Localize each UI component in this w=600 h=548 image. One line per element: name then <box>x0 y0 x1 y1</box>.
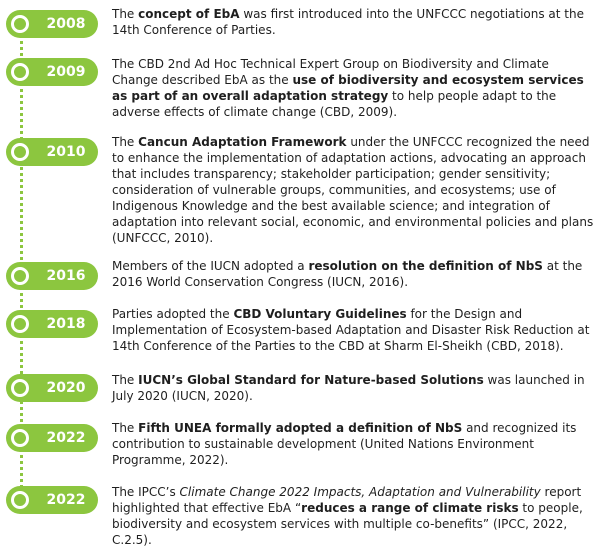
year-label: 2022 <box>46 430 86 446</box>
text-segment-bold: resolution on the definition of NbS <box>308 259 543 273</box>
text-segment: The <box>112 421 139 435</box>
text-segment: at the 2016 World Conservation Congress (IUCN, 2016). <box>112 259 583 289</box>
timeline-node-icon <box>11 491 29 509</box>
timeline-node-icon <box>11 15 29 33</box>
year-pill <box>6 374 98 402</box>
text-segment: Parties adopted the <box>112 307 234 321</box>
year-label: 2022 <box>46 492 86 508</box>
entry-description <box>112 134 596 246</box>
text-segment: Members of the IUCN adopted a <box>112 259 309 273</box>
text-segment: under the UNFCCC recognized the need to enhance the implementation of adaptation actions, advocating an approach that includes transparency; stakeholder participation; gender sensitivity; consideration of vulnerable groups, communities, and ecosystems; use of Indigenous Knowledge and the best available science; and integration of adaptation into relevant social, economic, and environmental policies and plans (UNFCCC, 2010). <box>112 135 594 245</box>
text-segment: and recognized its contribution to sustainable development (United Nations Environment Programme, 2022). <box>112 421 577 467</box>
year-label: 2009 <box>46 64 86 80</box>
timeline-node-icon <box>11 429 29 447</box>
year-pill <box>6 58 98 86</box>
text-segment: for the Design and Implementation of Ecosystem-based Adaptation and Disaster Risk Reduction at 14th Conference of the Parties to the CBD at Sharm El-Sheikh (CBD, 2018). <box>112 307 590 353</box>
year-pill <box>6 138 98 166</box>
year-pill <box>6 10 98 38</box>
year-pill <box>6 262 98 290</box>
text-segment-bold: Cancun Adaptation Framework <box>138 135 347 149</box>
timeline-node-icon <box>11 63 29 81</box>
year-label: 2016 <box>46 268 86 284</box>
text-segment: The <box>112 135 139 149</box>
entry-description <box>112 372 596 404</box>
text-segment-bold: concept of EbA <box>138 7 240 21</box>
text-segment: was first introduced into the UNFCCC negotiations at the 14th Conference of Parties. <box>112 7 584 37</box>
timeline-node-icon <box>11 267 29 285</box>
timeline-node-icon <box>11 379 29 397</box>
text-segment-bold: reduces a range of climate risks <box>301 501 519 515</box>
text-segment-bold: Fifth UNEA formally adopted a definition of NbS <box>138 421 463 435</box>
text-segment-bold: IUCN’s Global Standard for Nature-based Solutions <box>138 373 484 387</box>
text-segment: The IPCC’s <box>112 485 180 499</box>
text-segment-italic: Climate Change 2022 Impacts, Adaptation and Vulnerability <box>179 485 541 499</box>
entry-description <box>112 56 596 120</box>
year-pill <box>6 486 98 514</box>
entry-description <box>112 258 596 290</box>
entry-description <box>112 484 596 548</box>
year-pill <box>6 310 98 338</box>
entry-description <box>112 6 596 38</box>
year-label: 2018 <box>46 316 86 332</box>
timeline-node-icon <box>11 143 29 161</box>
text-segment: to people, biodiversity and ecosystem services with multiple co-benefits” (IPCC, 2022, C.2.5). <box>112 501 583 547</box>
text-segment-bold: CBD Voluntary Guidelines <box>233 307 407 321</box>
text-segment: The CBD 2nd Ad Hoc Technical Expert Group on Biodiversity and Climate Change described EbA as the <box>112 57 549 87</box>
entry-description <box>112 420 596 468</box>
text-segment: report highlighted that effective EbA “ <box>112 485 582 515</box>
text-segment: to help people adapt to the adverse effects of climate change (CBD, 2009). <box>112 89 557 119</box>
text-segment: The <box>112 7 139 21</box>
year-label: 2020 <box>46 380 86 396</box>
timeline-node-icon <box>11 315 29 333</box>
text-segment: was launched in July 2020 (IUCN, 2020). <box>112 373 585 403</box>
year-pill <box>6 424 98 452</box>
text-segment: The <box>112 373 139 387</box>
entry-description <box>112 306 596 354</box>
text-segment-bold: use of biodiversity and ecosystem services as part of an overall adaptation strategy <box>112 73 584 103</box>
year-label: 2010 <box>46 144 86 160</box>
year-label: 2008 <box>46 16 86 32</box>
